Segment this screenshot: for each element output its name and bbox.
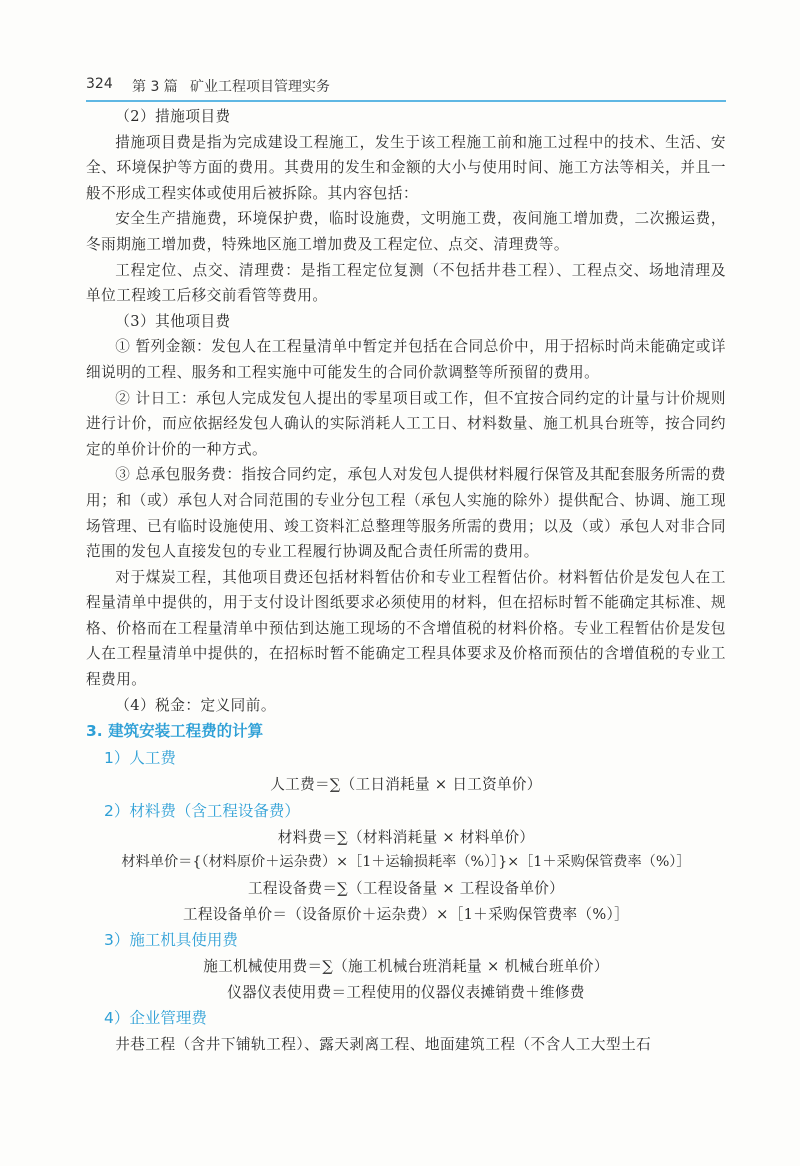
formula: 人工费＝∑（工日消耗量 × 日工资单价） <box>270 776 542 794</box>
formula: 仪器仪表使用费＝工程使用的仪器仪表摊销费＋维修费 <box>227 983 585 1001</box>
part-label: 第 3 篇 <box>132 79 178 95</box>
subsection-heading: 2）材料费（含工程设备费） <box>104 801 300 820</box>
subsection-heading: 1）人工费 <box>104 749 176 768</box>
paragraph: ③ 总承包服务费：指按合同约定，承包人对发包人提供材料履行保管及其配套服务所需的费用；和（或）承包人对合同范围的专业分包工程（承包人实施的除外）提供配合、协调、施工现场管理、已有临时设施使用、竣工资料汇总整理等服务所需的费用；以及（或）承包人对非合同范围的发包人直接发包的专业工程履行协调及配合责任所需的费用。 <box>86 466 726 561</box>
formula: 施工机械使用费＝∑（施工机械台班消耗量 × 机械台班单价） <box>203 958 609 976</box>
subsection-heading: 3）施工机具使用费 <box>104 931 238 950</box>
paragraph: ① 暂列金额：发包人在工程量清单中暂定并包括在合同总价中，用于招标时尚未能确定或详细说明的工程、服务和工程实施中可能发生的合同价款调整等所预留的费用。 <box>86 338 726 381</box>
formula: 工程设备费＝∑（工程设备量 × 工程设备单价） <box>247 880 565 898</box>
formula: 材料费＝∑（材料消耗量 × 材料单价） <box>277 828 535 846</box>
paragraph: （3）其他项目费 <box>115 312 231 330</box>
paragraph: （2）措施项目费 <box>115 108 231 125</box>
paragraph: 工程定位、点交、清理费：是指工程定位复测（不包括井巷工程）、工程点交、场地清理及单位工程竣工后移交前看管等费用。 <box>86 261 726 305</box>
part-title: 矿业工程项目管理实务 <box>190 79 330 95</box>
paragraph: 对于煤炭工程，其他项目费还包括材料暂估价和专业工程暂估价。材料暂估价是发包人在工程量清单中提供的，用于支付设计图纸要求必须使用的材料，但在招标时暂不能确定其标准、规格、价格而在工程量清单中预估到达施工现场的不含增值税的材料价格。专业工程暂估价是发包人在工程量清单中提供的，在招标时暂不能确定工程具体要求及价格而预估的含增值税的专业工程费用。 <box>86 568 726 689</box>
formula: 材料单价＝{（材料原价＋运杂费）×［1＋运输损耗率（%）］}×［1＋采购保管费率（%）］ <box>121 854 691 871</box>
running-header <box>86 70 726 102</box>
paragraph: 安全生产措施费，环境保护费，临时设施费，文明施工费，夜间施工增加费，二次搬运费，冬雨期施工增加费，特殊地区施工增加费及工程定位、点交、清理费等。 <box>86 210 726 253</box>
paragraph: 措施项目费是指为完成建设工程施工，发生于该工程施工前和施工过程中的技术、生活、安全、环境保护等方面的费用。其费用的发生和金额的大小与使用时间、施工方法等相关，并且一般不形成工程实体或使用后被拆除。其内容包括： <box>86 133 726 202</box>
page-number: 324 <box>86 76 113 92</box>
paragraph: ② 计日工：承包人完成发包人提出的零星项目或工作，但不宜按合同约定的计量与计价规则进行计价，而应依据经发包人确认的实际消耗人工工日、材料数量、施工机具台班等，按合同约定的单价计价的一种方式。 <box>86 389 726 458</box>
formula: 工程设备单价＝（设备原价＋运杂费）×［1＋采购保管费率（%）］ <box>182 905 629 923</box>
paragraph: 井巷工程（含井下铺轨工程）、露天剥离工程、地面建筑工程（不含人工大型土石 <box>115 1036 652 1054</box>
paragraph: （4）税金：定义同前。 <box>115 696 276 714</box>
subsection-heading: 4）企业管理费 <box>104 1009 207 1028</box>
section-heading: 3. 建筑安装工程费的计算 <box>86 722 264 741</box>
page-body <box>86 104 726 1058</box>
